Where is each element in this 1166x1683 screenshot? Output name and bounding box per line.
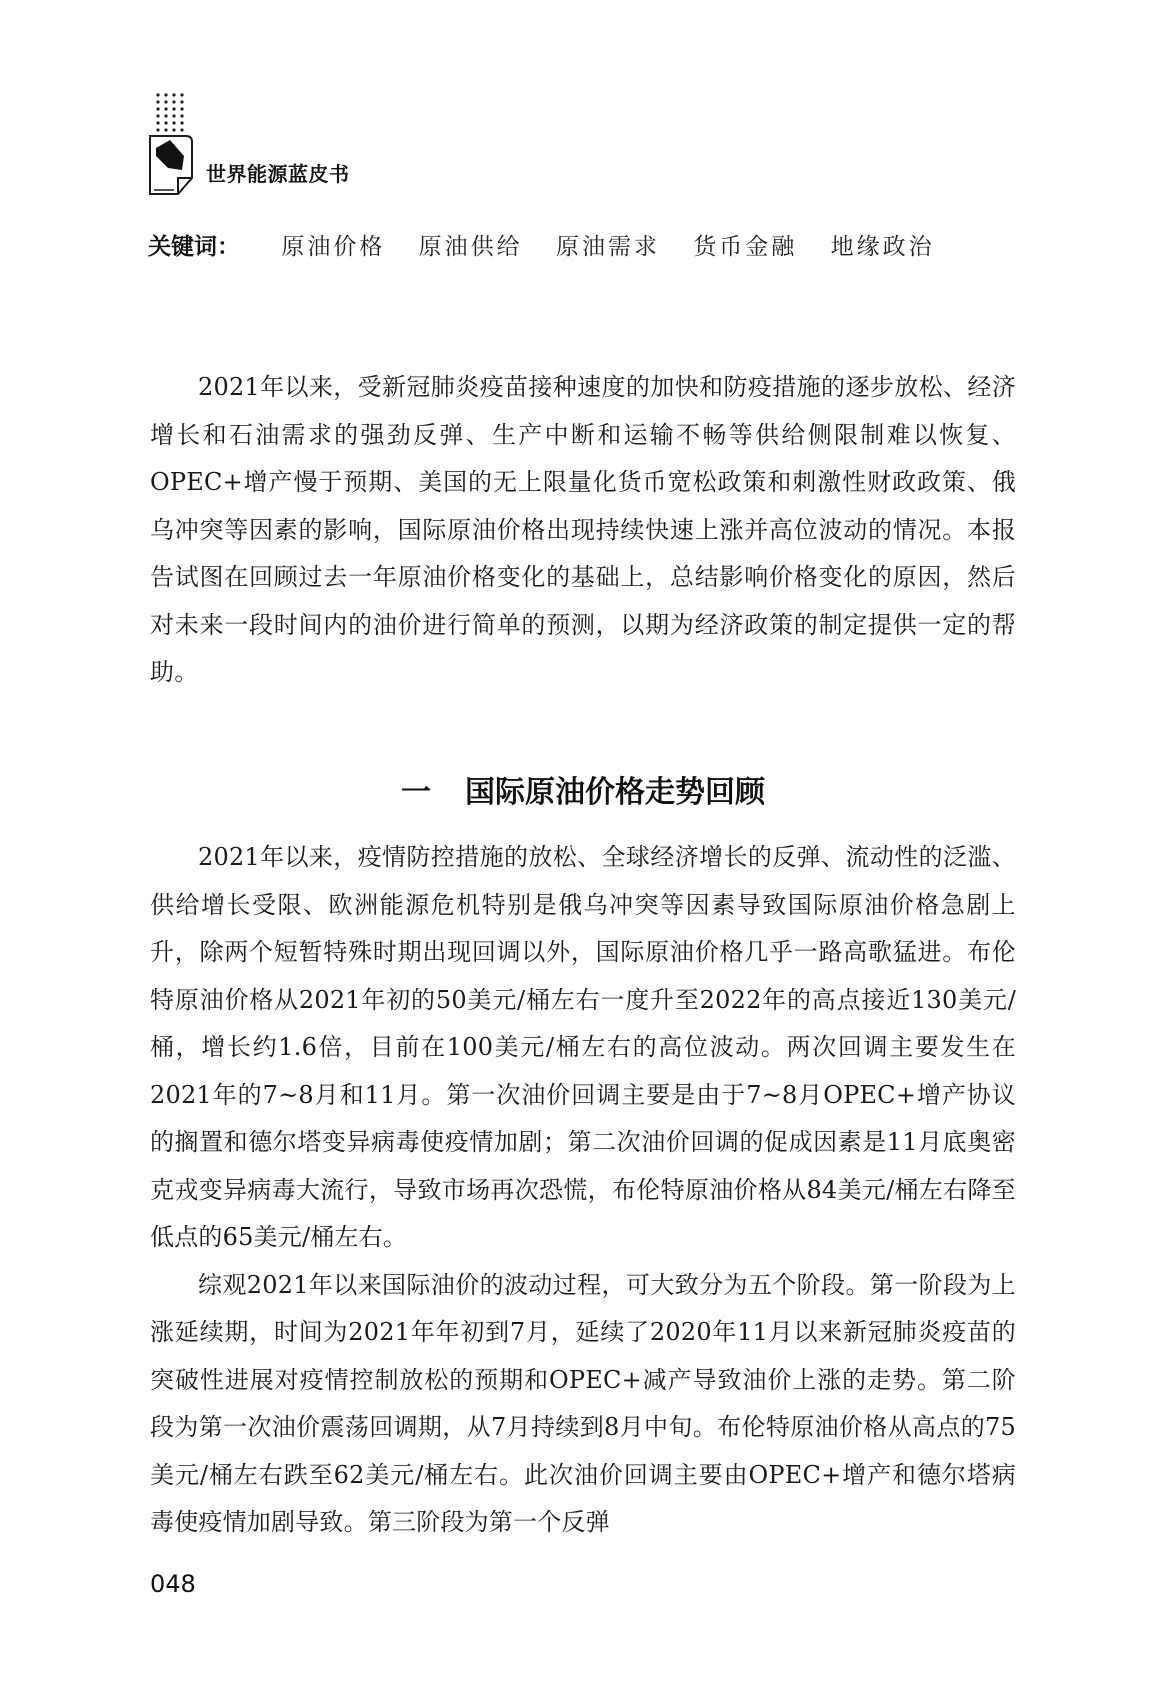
keyword-item: 地缘政治 — [830, 234, 935, 260]
section-title-text: 国际原油价格走势回顾 — [465, 774, 765, 810]
body-paragraph: 2021年以来，疫情防控措施的放松、全球经济增长的反弹、流动性的泛滥、供给增长受限、欧洲能源危机特别是俄乌冲突等因素导致国际原油价格急剧上升，除两个短暂特殊时期出现回调以外，国际原油价格几乎一路高歌猛进。布伦特原油价格从2021年初的50美元/桶左右一度升至2022年的高点接近130美元/桶，增长约1.6倍，目前在100美元/桶左右的高位波动。两次回调主要发生在2021年的7~8月和11月。第一次油价回调主要是由于7~8月OPEC+增产协议的搁置和德尔塔变异病毒使疫情加剧；第二次油价回调的促成因素是11月底奥密克戎变异病毒大流行，导致市场再次恐慌，布伦特原油价格从84美元/桶左右降至低点的65美元/桶左右。 — [150, 843, 1016, 1251]
series-title: 世界能源蓝皮书 — [206, 162, 350, 186]
keyword-item: 原油需求 — [555, 234, 660, 260]
page-number: 048 — [150, 1570, 196, 1598]
book-logo-icon — [148, 134, 194, 196]
abstract-paragraph: 2021年以来，受新冠肺炎疫苗接种速度的加快和防疫措施的逐步放松、经济增长和石油需求的强劲反弹、生产中断和运输不畅等供给侧限制难以恢复、OPEC+增产慢于预期、美国的无上限量化货币宽松政策和刺激性财政政策、俄乌冲突等因素的影响，国际原油价格出现持续快速上涨并高位波动的情况。本报告试图在回顾过去一年原油价格变化的基础上，总结影响价格变化的原因，然后对未来一段时间内的油价进行简单的预测，以期为经济政策的制定提供一定的帮助。 — [150, 373, 1016, 686]
keywords-line — [148, 228, 961, 261]
dot-grid-ornament — [154, 92, 194, 132]
keyword-item: 原油价格 — [281, 234, 386, 260]
page-header — [148, 92, 548, 202]
section-number: 一 — [401, 774, 431, 810]
body-paragraph: 综观2021年以来国际油价的波动过程，可大致分为五个阶段。第一阶段为上涨延续期，时间为2021年年初到7月，延续了2020年11月以来新冠肺炎疫苗的突破性进展对疫情控制放松的预期和OPEC+减产导致油价上涨的走势。第二阶段为第一次油价震荡回调期，从7月持续到8月中旬。布伦特原油价格从高点的75美元/桶左右跌至62美元/桶左右。此次油价回调主要由OPEC+增产和德尔塔病毒使疫情加剧导致。第三阶段为第一个反弹 — [150, 1270, 1016, 1536]
keywords-label: 关键词： — [148, 234, 240, 260]
section-heading — [0, 767, 1166, 811]
keyword-item: 原油供给 — [418, 234, 523, 260]
section-body — [150, 834, 1016, 1547]
keyword-item: 货币金融 — [693, 234, 798, 260]
abstract — [150, 364, 1016, 697]
